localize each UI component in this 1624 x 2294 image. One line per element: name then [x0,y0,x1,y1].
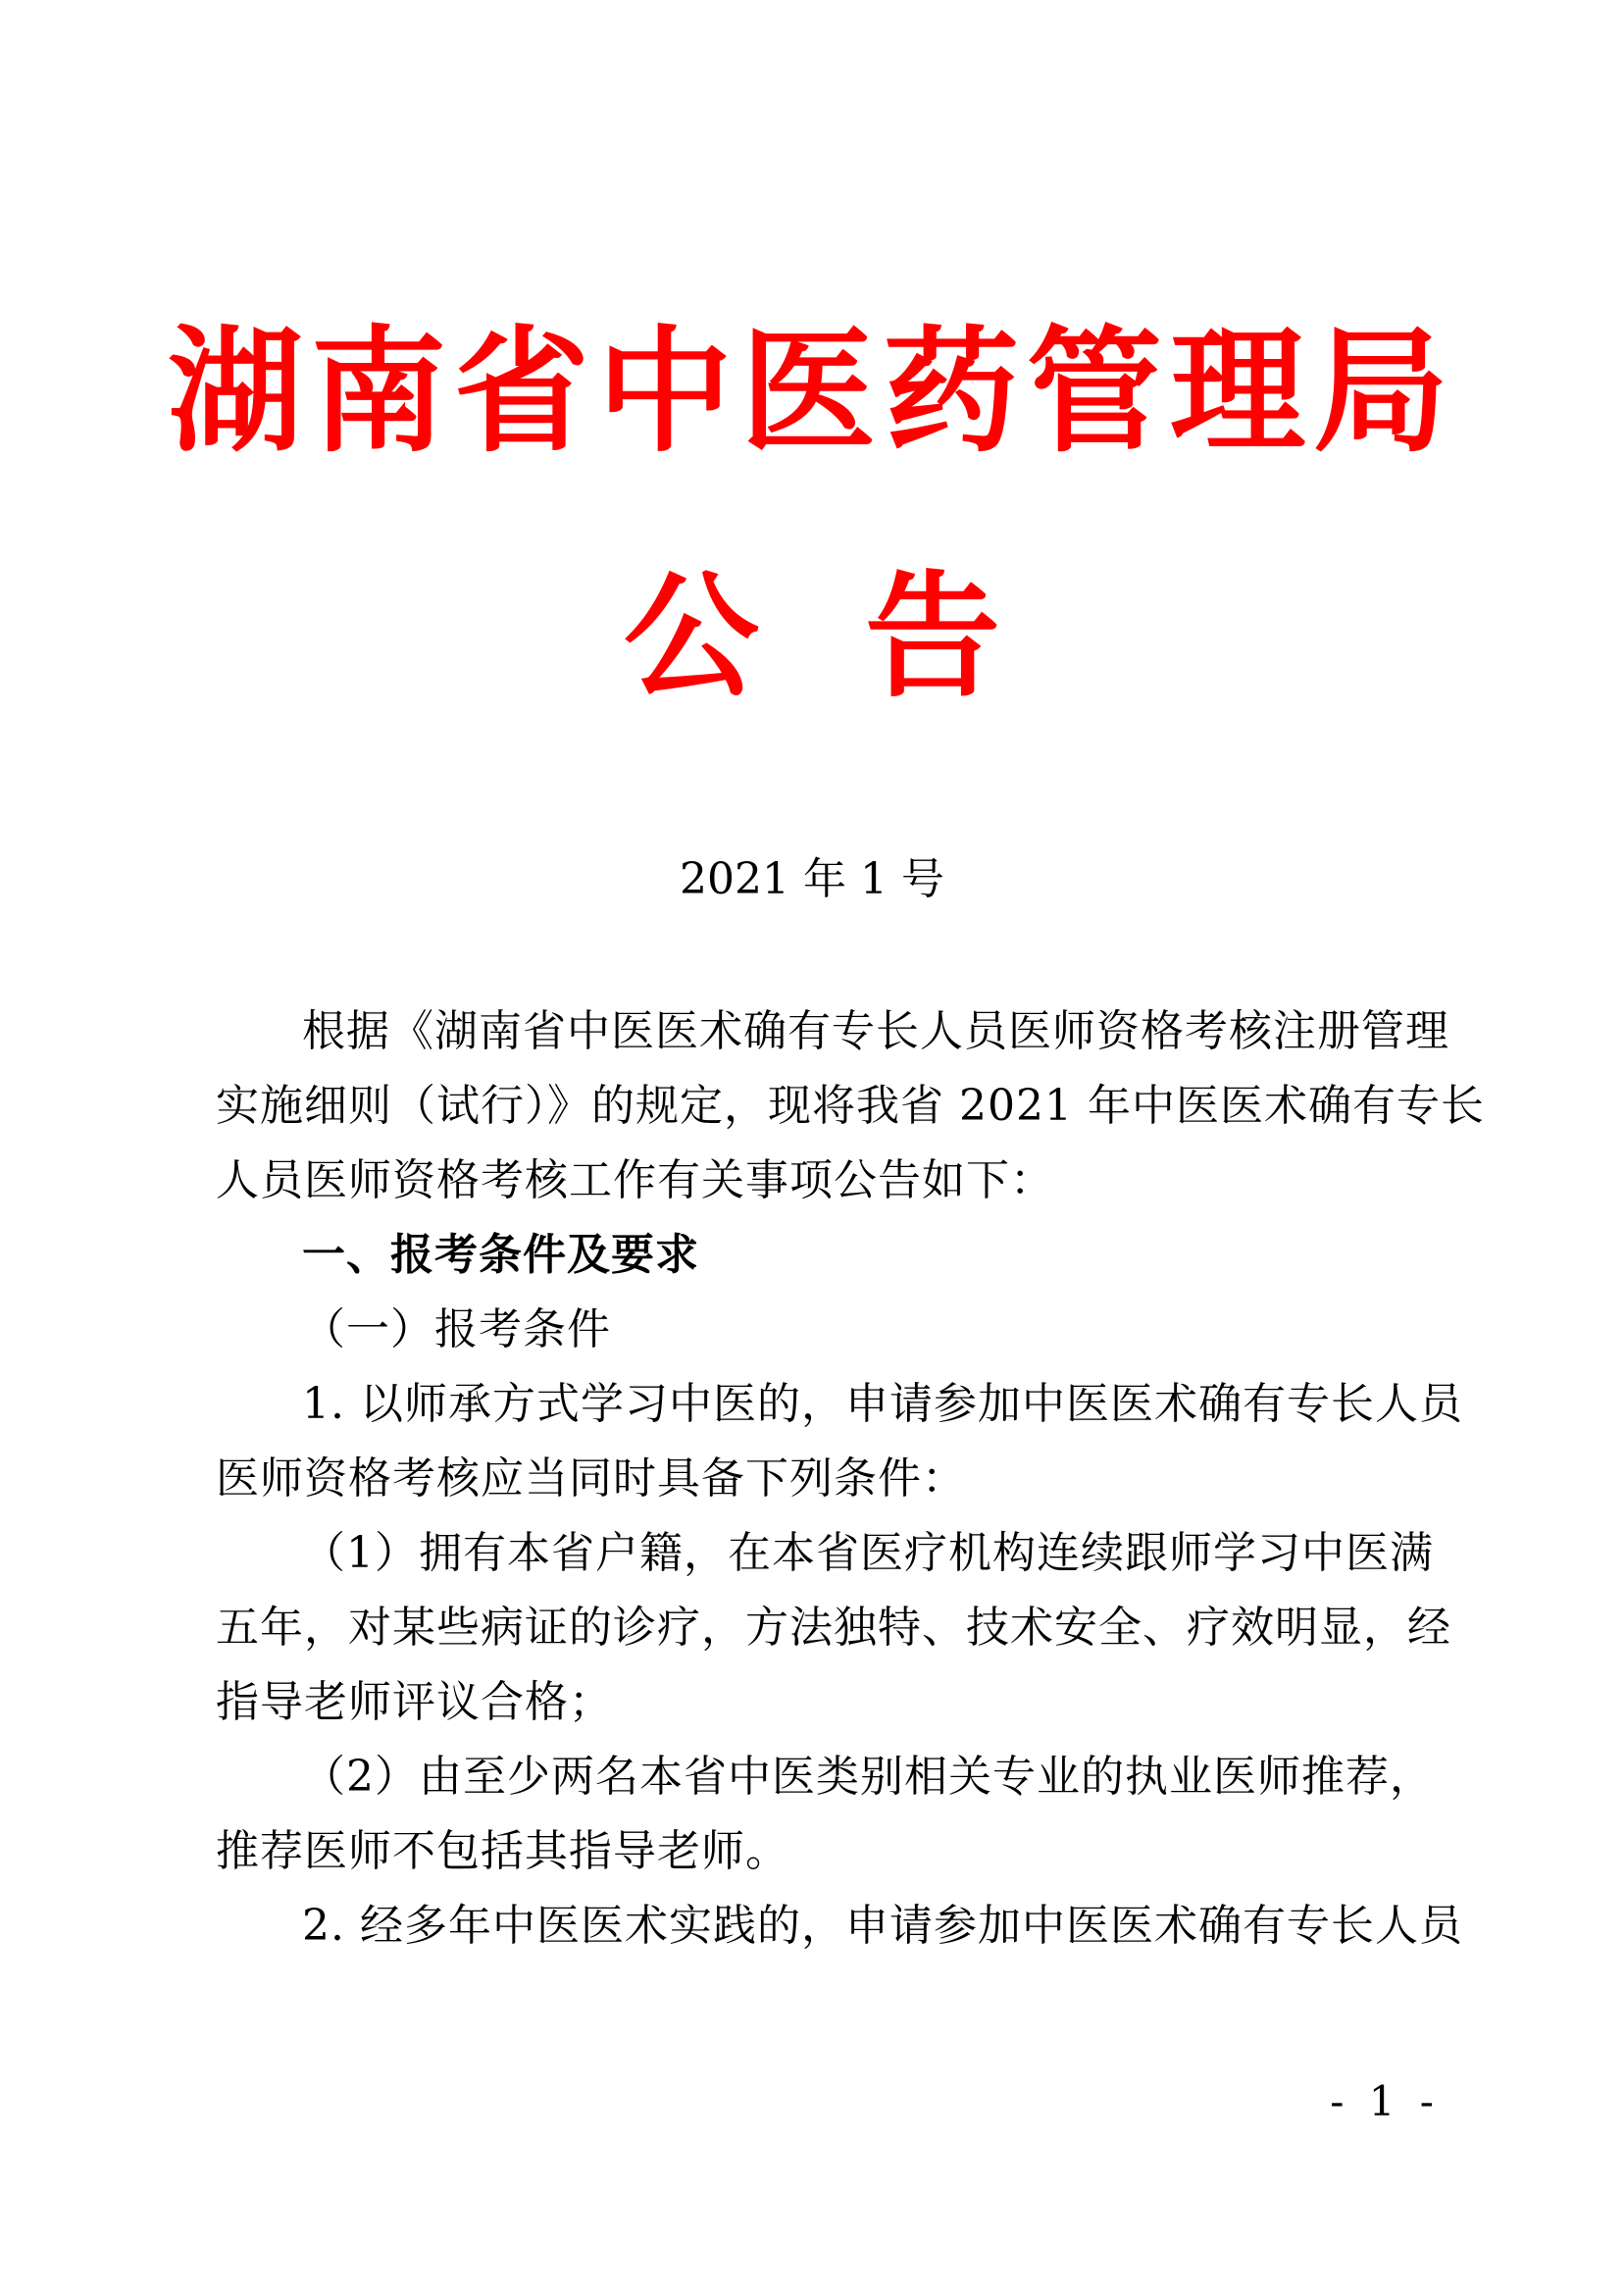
body-line: 医师资格考核应当同时具备下列条件： [216,1453,966,1504]
body-line: 根据《湖南省中医医术确有专长人员医师资格考核注册管理 [302,1006,1449,1056]
body-line: （一）报考条件 [302,1304,611,1354]
body-line: 实施细则（试行）》的规定，现将我省 2021 年中医医术确有专长 [216,1081,1485,1131]
body-line: 推荐医师不包括其指导老师。 [216,1826,789,1876]
body-heading-line: 一、报考条件及要求 [302,1230,699,1280]
body-line: 2. 经多年中医医术实践的，申请参加中医医术确有专长人员 [302,1901,1463,1951]
page-number: - 1 - [1330,2077,1440,2125]
body-line: 1. 以师承方式学习中医的，申请参加中医医术确有专长人员 [302,1379,1463,1429]
document-body [0,994,1624,1963]
body-line: 五年，对某些病证的诊疗，方法独特、技术安全、疗效明显，经 [216,1603,1451,1653]
body-line: 指导老师评议合格； [216,1677,613,1727]
body-line: 人员医师资格考核工作有关事项公告如下： [216,1155,1054,1205]
body-line: （2）由至少两名本省中医类别相关专业的执业医师推荐， [302,1752,1434,1802]
document-type-title: 公 告 [623,556,1001,716]
body-line: （1）拥有本省户籍，在本省医疗机构连续跟师学习中医满 [302,1528,1434,1578]
agency-title: 湖南省中医药管理局 [167,311,1456,471]
document-number: 2021 年 1 号 [680,854,944,904]
